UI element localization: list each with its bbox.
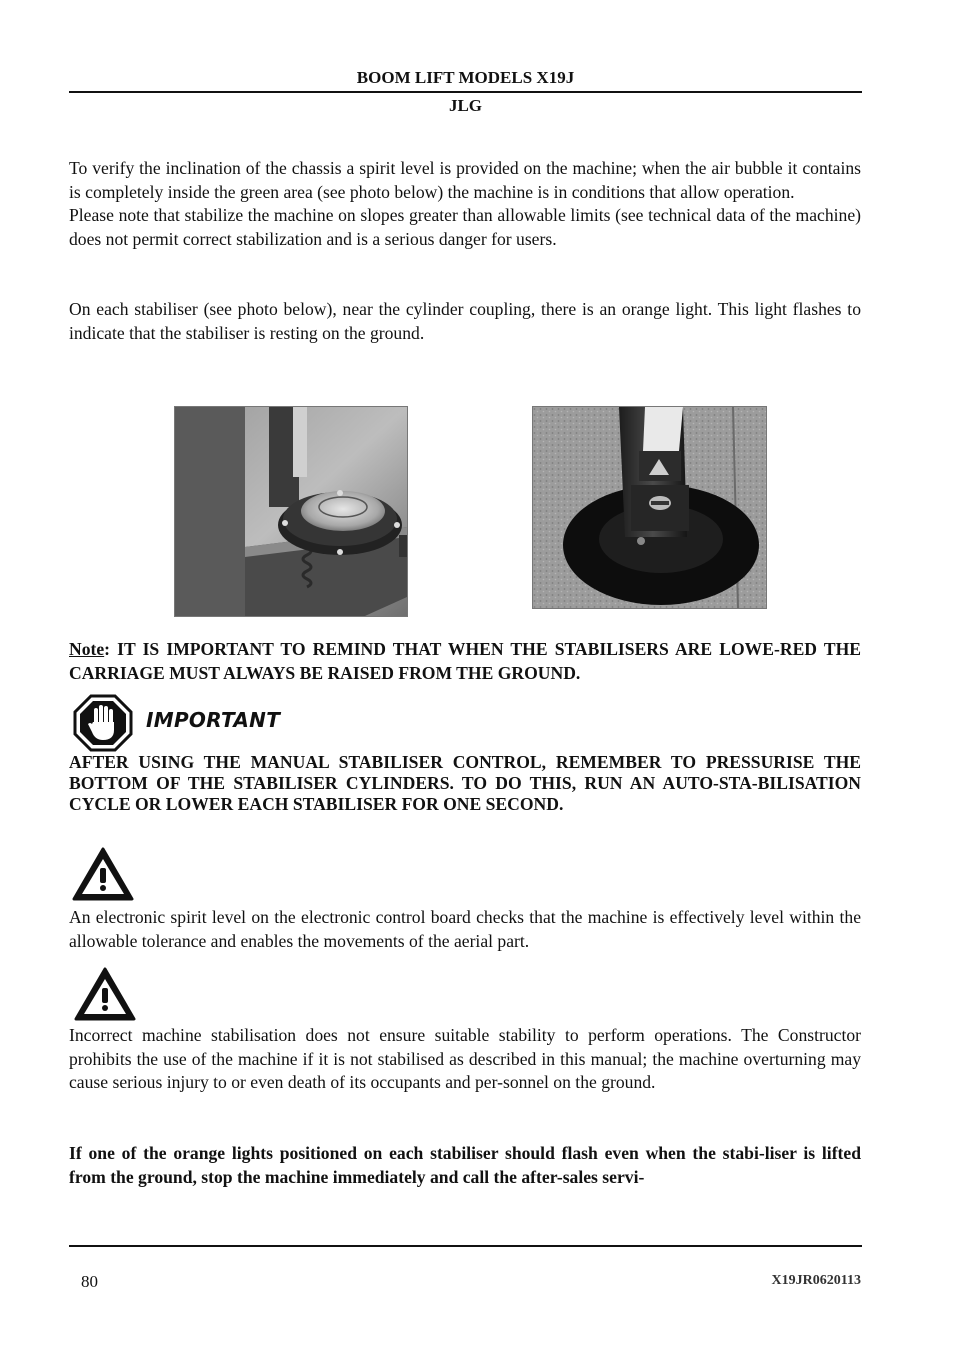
paragraph-orange-light-fault: If one of the orange lights positioned on each stabiliser should flash even when the stabi-liser is lifted from the ground, stop the machine immediately and call the after-sales servi-	[69, 1143, 861, 1187]
intro-paragraphs	[69, 157, 861, 251]
paragraph-orange-light-block	[69, 298, 861, 345]
stop-hand-icon	[73, 694, 133, 752]
header-rule	[69, 91, 862, 93]
note-text: : IT IS IMPORTANT TO REMIND THAT WHEN THE STABILISERS ARE LOWE-RED THE CARRIAGE MUST ALWAYS BE RAISED FROM THE GROUND.	[69, 639, 861, 683]
paragraph-orange-light-fault-block	[69, 1142, 861, 1189]
photo-spirit-level	[174, 406, 408, 617]
note-label: Note	[69, 639, 105, 659]
paragraph-incorrect-stabilisation: Incorrect machine stabilisation does not ensure suitable stability to perform operations. The Constructor prohibits the use of the machine if it is not stabilised as described in this manual; the machine overturning may cause serious injury to or even death of its occupants and per-sonnel on the ground.	[69, 1025, 861, 1092]
page-number: 80	[81, 1272, 98, 1291]
header-title: BOOM LIFT MODELS X19J	[356, 68, 575, 87]
paragraph-electronic-level: An electronic spirit level on the electronic control board checks that the machine is effectively level within the allowable tolerance and enables the movements of the aerial part.	[69, 907, 861, 951]
important-block	[69, 752, 861, 815]
header-brand: JLG	[448, 96, 483, 115]
document-code: X19JR0620113	[771, 1273, 861, 1288]
important-text: AFTER USING THE MANUAL STABILISER CONTROL, REMEMBER TO PRESSURISE THE BOTTOM OF THE STABILISER CYLINDERS. TO DO THIS, RUN AN AUTO-STA-BILISATION CYCLE OR LOWER EACH STABILISER FOR ONE SECOND.	[69, 752, 861, 814]
warning-triangle-icon	[73, 966, 137, 1022]
warning-triangle-icon	[71, 846, 135, 902]
photo-stabiliser-foot	[532, 406, 767, 609]
paragraph-electronic-level-block	[69, 906, 861, 953]
paragraph-incorrect-stabilisation-block	[69, 1024, 861, 1095]
paragraph-orange-light: On each stabiliser (see photo below), near the cylinder coupling, there is an orange light. This light flashes to indicate that the stabiliser is resting on the ground.	[69, 299, 861, 343]
important-label: IMPORTANT	[146, 708, 281, 732]
paragraph-slope-warning: Please note that stabilize the machine on slopes greater than allowable limits (see technical data of the machine) does not permit correct stabilization and is a serious danger for users.	[69, 205, 861, 249]
footer-rule	[69, 1245, 862, 1247]
note-block	[69, 638, 861, 685]
paragraph-spirit-level: To verify the inclination of the chassis a spirit level is provided on the machine; when the air bubble it contains is completely inside the green area (see photo below) the machine is in conditions that allow operation.	[69, 158, 861, 202]
